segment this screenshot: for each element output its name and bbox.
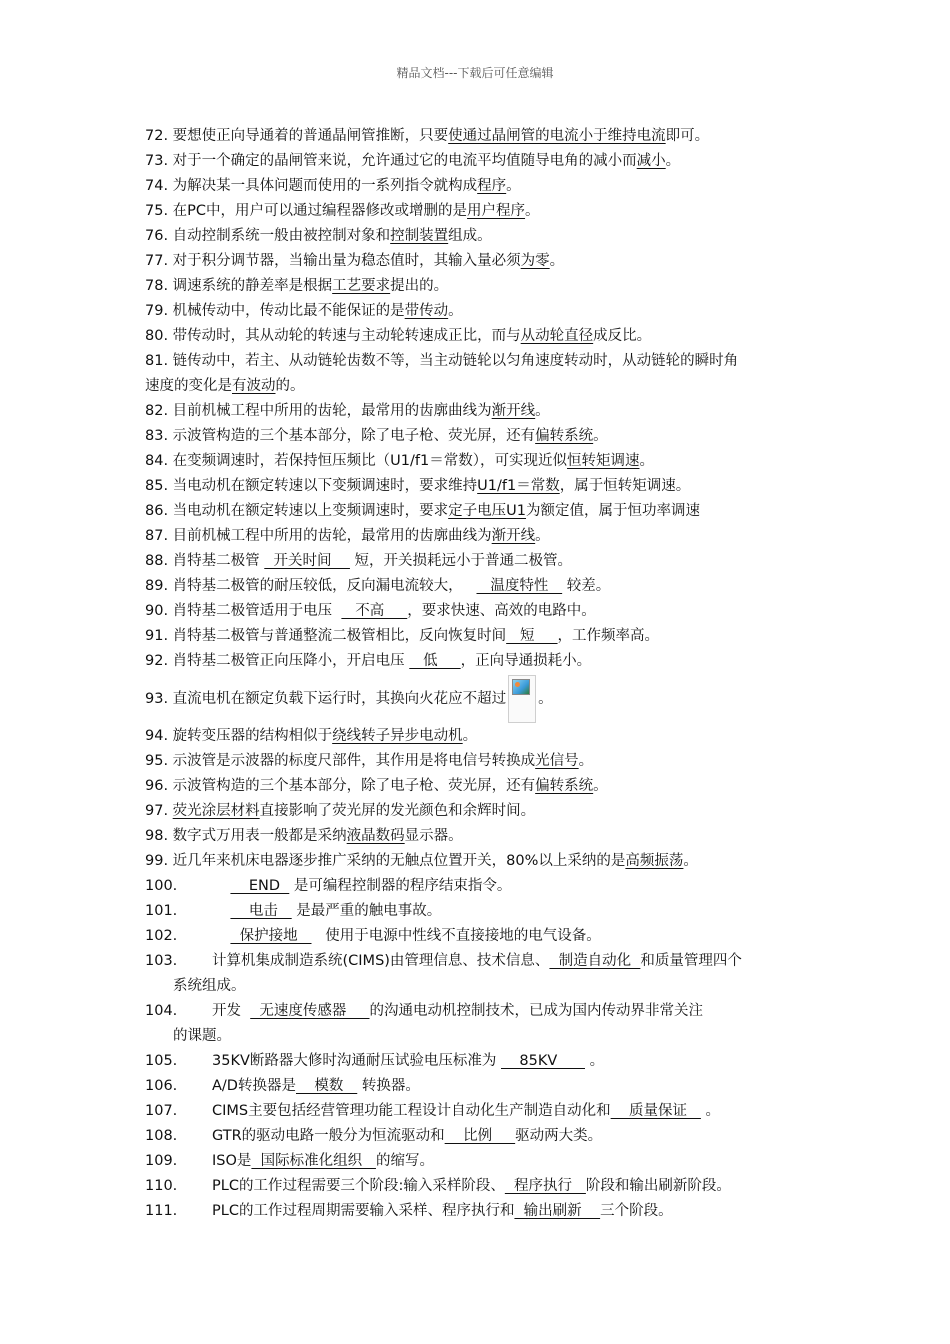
question-item — [145, 1074, 825, 1099]
question-number: 109. — [145, 1153, 178, 1169]
text-run: 转换器。 — [357, 1078, 420, 1094]
text-run: 目前机械工程中所用的齿轮，最常用的齿廓曲线为 — [172, 403, 492, 419]
question-text — [145, 549, 572, 574]
question-text — [145, 824, 463, 849]
text-run: 三个阶段。 — [600, 1203, 673, 1219]
text-run: A/D转换器是 — [212, 1078, 296, 1094]
answer-text: 定子电压U1 — [448, 503, 527, 519]
question-text — [145, 474, 690, 499]
text-run: 和质量管理四个 — [640, 953, 742, 969]
text-run: 示波管构造的三个基本部分，除了电子枪、荧光屏，还有 — [172, 428, 536, 444]
question-item — [145, 474, 825, 499]
question-number: 72. — [145, 128, 173, 144]
answer-text: 保护接地 — [230, 928, 312, 944]
question-text — [145, 499, 700, 524]
question-number: 107. — [145, 1103, 178, 1119]
question-number — [145, 974, 173, 999]
question-text — [212, 1124, 602, 1149]
text-run: 速度的变化是 — [145, 378, 232, 394]
answer-text: 模数 — [295, 1078, 358, 1094]
question-item — [145, 1199, 825, 1224]
answer-text: 85KV — [501, 1053, 585, 1069]
question-number: 99. — [145, 853, 173, 869]
question-item — [145, 274, 825, 299]
text-run: 对于一个确定的晶闸管来说，允许通过它的电流平均值随导电角的减小而 — [172, 153, 637, 169]
question-number: 84. — [145, 453, 173, 469]
question-text — [145, 124, 709, 149]
question-text — [145, 849, 698, 874]
text-run: 的沟通电动机控制技术，已成为国内传动界非常关注 — [369, 1003, 703, 1019]
answer-text: 偏转系统 — [535, 428, 594, 444]
text-run: 直接影响了荧光屏的发光颜色和余辉时间。 — [259, 803, 536, 819]
question-item — [145, 399, 825, 424]
text-run: 肖特基二极管适用于电压 — [172, 603, 342, 619]
answer-text: 有波动 — [232, 378, 276, 394]
answer-text: 开关时间 — [264, 553, 350, 569]
question-item — [145, 1149, 825, 1174]
question-item — [145, 524, 825, 549]
question-number: 91. — [145, 628, 173, 644]
question-text — [212, 1049, 604, 1074]
question-item — [145, 324, 825, 349]
question-text — [145, 174, 521, 199]
text-run: 为额定值，属于恒功率调速 — [526, 503, 701, 519]
question-number: 108. — [145, 1128, 178, 1144]
question-text — [145, 524, 550, 549]
question-text — [212, 899, 441, 924]
question-item — [145, 449, 825, 474]
answer-text: 无速度传感器 — [250, 1003, 370, 1019]
question-number: 103. — [145, 953, 178, 969]
answer-text: 绕线转子异步电动机 — [332, 728, 463, 744]
question-item — [145, 749, 825, 774]
question-item — [145, 574, 825, 599]
question-number: 106. — [145, 1078, 178, 1094]
text-run: 对于积分调节器，当输出量为稳态值时，其输入量必须 — [172, 253, 521, 269]
text-run: 目前机械工程中所用的齿轮，最常用的齿廓曲线为 — [172, 528, 492, 544]
text-run: 肖特基二极管的耐压较低，反向漏电流较大， — [172, 578, 477, 594]
text-run: 35KV断路器大修时沟通耐压试验电压标准为 — [212, 1053, 501, 1069]
question-number: 110. — [145, 1178, 178, 1194]
question-text — [212, 924, 601, 949]
question-text — [212, 1174, 731, 1199]
text-run: ，正向导通损耗小。 — [460, 653, 592, 669]
text-run: 直流电机在额定负载下运行时，其换向火花应不超过 — [172, 691, 507, 707]
question-item — [145, 674, 825, 724]
answer-text: 输出刷新 — [514, 1203, 601, 1219]
question-item — [145, 899, 825, 924]
question-number — [145, 1024, 173, 1049]
text-run: 机械传动中，传动比最不能保证的是 — [172, 303, 405, 319]
question-item — [145, 499, 825, 524]
text-run: 是可编程控制器的程序结束指令。 — [289, 878, 512, 894]
text-run: 。 — [525, 203, 540, 219]
text-run: ，要求快速、高效的电路中。 — [407, 603, 596, 619]
answer-text: 高频振荡 — [625, 853, 684, 869]
answer-text: 偏转系统 — [535, 778, 594, 794]
text-run: 的缩写。 — [375, 1153, 434, 1169]
question-item — [145, 1124, 825, 1149]
text-run: 数字式万用表一般都是采纳 — [172, 828, 347, 844]
question-number: 96. — [145, 778, 173, 794]
question-number: 93. — [145, 691, 173, 707]
question-item — [145, 999, 825, 1024]
question-item — [145, 874, 825, 899]
question-text — [173, 1024, 231, 1049]
answer-text: 程序执行 — [504, 1178, 586, 1194]
text-run: PLC的工作过程需要三个阶段:输入采样阶段、 — [212, 1178, 505, 1194]
text-run: 在变频调速时，若保持恒压频比（U1/f1＝常数），可实现近似 — [172, 453, 567, 469]
text-run — [212, 928, 230, 944]
question-text — [145, 274, 448, 299]
question-item — [145, 249, 825, 274]
question-item — [145, 924, 825, 949]
text-run: 。 — [462, 728, 478, 744]
question-text — [145, 249, 564, 274]
question-number: 100. — [145, 878, 178, 894]
text-run: GTR的驱动电路一般分为恒流驱动和 — [212, 1128, 445, 1144]
question-number: 79. — [145, 303, 173, 319]
text-run: 。 — [665, 153, 681, 169]
text-run: 组成。 — [448, 228, 492, 244]
answer-text: 光信号 — [535, 753, 579, 769]
page-header: 精品文档---下载后可任意编辑 — [396, 66, 554, 80]
question-item — [145, 1049, 825, 1074]
question-number: 101. — [145, 903, 178, 919]
question-item — [145, 824, 825, 849]
question-number: 111. — [145, 1203, 178, 1219]
answer-text: 质量保证 — [610, 1103, 701, 1119]
text-run: 。 — [593, 778, 608, 794]
question-number: 85. — [145, 478, 173, 494]
question-item — [145, 624, 825, 649]
answer-text: U1/f1＝常数 — [477, 478, 560, 494]
question-number: 75. — [145, 203, 173, 219]
question-text — [145, 199, 540, 224]
question-number: 82. — [145, 403, 173, 419]
answer-text: END — [230, 878, 290, 894]
question-item — [145, 299, 825, 324]
question-item — [145, 799, 825, 824]
text-run: 。 — [535, 403, 550, 419]
question-item — [145, 649, 825, 674]
text-run: 。 — [448, 303, 463, 319]
answer-text: 控制装置 — [390, 228, 449, 244]
text-run: 当电动机在额定转速以下变频调速时，要求维持 — [172, 478, 478, 494]
text-run: 链传动中，若主、从动链轮齿数不等，当主动链轮以匀角速度转动时，从动链轮的瞬时角 — [172, 353, 739, 369]
text-run: 。 — [700, 1103, 720, 1119]
question-number: 104. — [145, 1003, 178, 1019]
question-item — [145, 949, 825, 974]
question-number: 90. — [145, 603, 173, 619]
text-run: 。 — [578, 753, 594, 769]
text-run: 开发 — [212, 1003, 251, 1019]
question-text — [145, 224, 492, 249]
text-run: 为解决某一具体问题而使用的一系列指令就构成 — [172, 178, 478, 194]
question-text — [212, 1199, 673, 1224]
answer-text: 使通过晶闸管的电流小于维持电流 — [448, 128, 666, 144]
text-run: CIMS主要包括经营管理功能工程设计自动化生产制造自动化和 — [212, 1103, 611, 1119]
question-item — [145, 224, 825, 249]
text-run: 系统组成。 — [173, 978, 246, 994]
question-item — [145, 774, 825, 799]
question-number: 102. — [145, 928, 178, 944]
text-run: 旋转变压器的结构相似于 — [172, 728, 333, 744]
question-text — [212, 949, 742, 974]
answer-text: 从动轮直径 — [520, 328, 594, 344]
text-run: 。 — [549, 253, 565, 269]
question-text — [145, 574, 610, 599]
question-text — [145, 599, 596, 624]
question-number: 76. — [145, 228, 173, 244]
question-text — [173, 974, 246, 999]
text-run: 要想使正向导通着的普通晶闸管推断，只要 — [172, 128, 449, 144]
question-text — [145, 675, 553, 723]
answer-text: 液晶数码 — [346, 828, 405, 844]
question-number: 80. — [145, 328, 173, 344]
question-text — [145, 349, 738, 374]
question-item — [145, 124, 825, 149]
question-text — [145, 374, 305, 399]
text-run: 计算机集成制造系统(CIMS)由管理信息、技术信息、 — [212, 953, 550, 969]
text-run: 肖特基二极管与普通整流二极管相比，反向恢复时间 — [172, 628, 507, 644]
question-number: 78. — [145, 278, 173, 294]
answer-text: 渐开线 — [491, 403, 536, 419]
answer-text: 用户程序 — [467, 203, 526, 219]
text-run: 的课题。 — [173, 1028, 231, 1044]
text-run: 显示器。 — [404, 828, 463, 844]
question-text — [145, 324, 651, 349]
question-item — [145, 974, 825, 999]
question-number: 92. — [145, 653, 173, 669]
question-item — [145, 374, 825, 399]
question-item — [145, 199, 825, 224]
text-run: 带传动时，其从动轮的转速与主动轮转速成正比，而与 — [172, 328, 521, 344]
answer-text: 短 — [506, 628, 558, 644]
text-run — [212, 903, 230, 919]
answer-text: 低 — [409, 653, 461, 669]
question-item — [145, 1024, 825, 1049]
text-run: 当电动机在额定转速以上变频调速时，要求 — [172, 503, 449, 519]
question-item — [145, 849, 825, 874]
question-number: 83. — [145, 428, 173, 444]
answer-text: 国际标准化组织 — [251, 1153, 376, 1169]
answer-text: 工艺要求 — [332, 278, 391, 294]
question-number: 81. — [145, 353, 173, 369]
question-number: 86. — [145, 503, 173, 519]
question-text — [145, 449, 654, 474]
question-text — [145, 799, 535, 824]
question-number: 77. — [145, 253, 173, 269]
question-item — [145, 1099, 825, 1124]
text-run: 较差。 — [562, 578, 611, 594]
text-run: 在PC中，用户可以通过编程器修改或增删的是 — [172, 203, 468, 219]
question-text — [212, 874, 511, 899]
text-run: 肖特基二极管 — [172, 553, 265, 569]
question-text — [145, 149, 680, 174]
text-run: 自动控制系统一般由被控制对象和 — [172, 228, 391, 244]
question-text — [212, 1149, 434, 1174]
question-number: 74. — [145, 178, 173, 194]
text-run: 驱动两大类。 — [515, 1128, 603, 1144]
text-run: 近几年来机床电器逐步推广采纳的无触点位置开关，80%以上采纳的是 — [172, 853, 626, 869]
answer-text: 制造自动化 — [549, 953, 641, 969]
text-run: 。 — [584, 1053, 605, 1069]
question-item — [145, 174, 825, 199]
text-run: 。 — [683, 853, 698, 869]
text-run: 的。 — [275, 378, 305, 394]
text-run: 提出的。 — [390, 278, 449, 294]
question-text — [145, 299, 463, 324]
question-item — [145, 1174, 825, 1199]
question-list — [145, 124, 825, 1224]
text-run: PLC的工作过程周期需要输入采样、程序执行和 — [212, 1203, 515, 1219]
question-number: 89. — [145, 578, 173, 594]
text-run: ，工作频率高。 — [557, 628, 660, 644]
question-item — [145, 724, 825, 749]
text-run: 调速系统的静差率是根据 — [172, 278, 333, 294]
question-text — [145, 774, 608, 799]
question-text — [145, 749, 593, 774]
answer-text: 为零 — [520, 253, 550, 269]
text-run: 肖特基二极管正向压降小，开启电压 — [172, 653, 410, 669]
text-run: 示波管构造的三个基本部分，除了电子枪、荧光屏，还有 — [172, 778, 536, 794]
text-run: 是最严重的触电事故。 — [291, 903, 442, 919]
text-run: 。 — [593, 428, 608, 444]
text-run: 即可。 — [665, 128, 710, 144]
question-number: 97. — [145, 803, 173, 819]
answer-text: 带传动 — [404, 303, 449, 319]
text-run: 示波管是示波器的标度尺部件，其作用是将电信号转换成 — [172, 753, 536, 769]
question-number: 88. — [145, 553, 173, 569]
answer-text: 荧光涂层材料 — [172, 803, 260, 819]
question-text — [212, 1099, 720, 1124]
answer-text: 不高 — [341, 603, 408, 619]
text-run — [212, 878, 230, 894]
text-run: 。 — [538, 691, 553, 707]
answer-text: 电击 — [230, 903, 292, 919]
text-run: 。 — [535, 528, 550, 544]
answer-text: 程序 — [477, 178, 507, 194]
text-run: 短，开关损耗远小于普通二极管。 — [349, 553, 573, 569]
text-run: 使用于电源中性线不直接接地的电气设备。 — [311, 928, 601, 944]
question-number: 98. — [145, 828, 173, 844]
question-item — [145, 149, 825, 174]
question-text — [212, 999, 703, 1024]
answer-text: 恒转矩调速 — [566, 453, 640, 469]
text-run: 阶段和输出刷新阶段。 — [585, 1178, 731, 1194]
broken-image-icon — [508, 675, 536, 723]
question-text — [145, 399, 550, 424]
question-number: 105. — [145, 1053, 178, 1069]
question-item — [145, 424, 825, 449]
question-number: 95. — [145, 753, 173, 769]
answer-text: 渐开线 — [491, 528, 536, 544]
question-item — [145, 349, 825, 374]
answer-text: 温度特性 — [476, 578, 563, 594]
text-run: ，属于恒转矩调速。 — [559, 478, 691, 494]
question-text — [145, 649, 591, 674]
question-number: 73. — [145, 153, 173, 169]
question-text — [145, 424, 608, 449]
text-run: 成反比。 — [593, 328, 652, 344]
question-text — [145, 624, 659, 649]
question-number: 87. — [145, 528, 173, 544]
text-run: 。 — [506, 178, 521, 194]
answer-text: 减小 — [636, 153, 666, 169]
question-number: 94. — [145, 728, 173, 744]
answer-text: 比例 — [444, 1128, 516, 1144]
question-text — [212, 1074, 420, 1099]
text-run: ISO是 — [212, 1153, 252, 1169]
text-run: 。 — [639, 453, 654, 469]
question-item — [145, 599, 825, 624]
question-text — [145, 724, 477, 749]
question-item — [145, 549, 825, 574]
